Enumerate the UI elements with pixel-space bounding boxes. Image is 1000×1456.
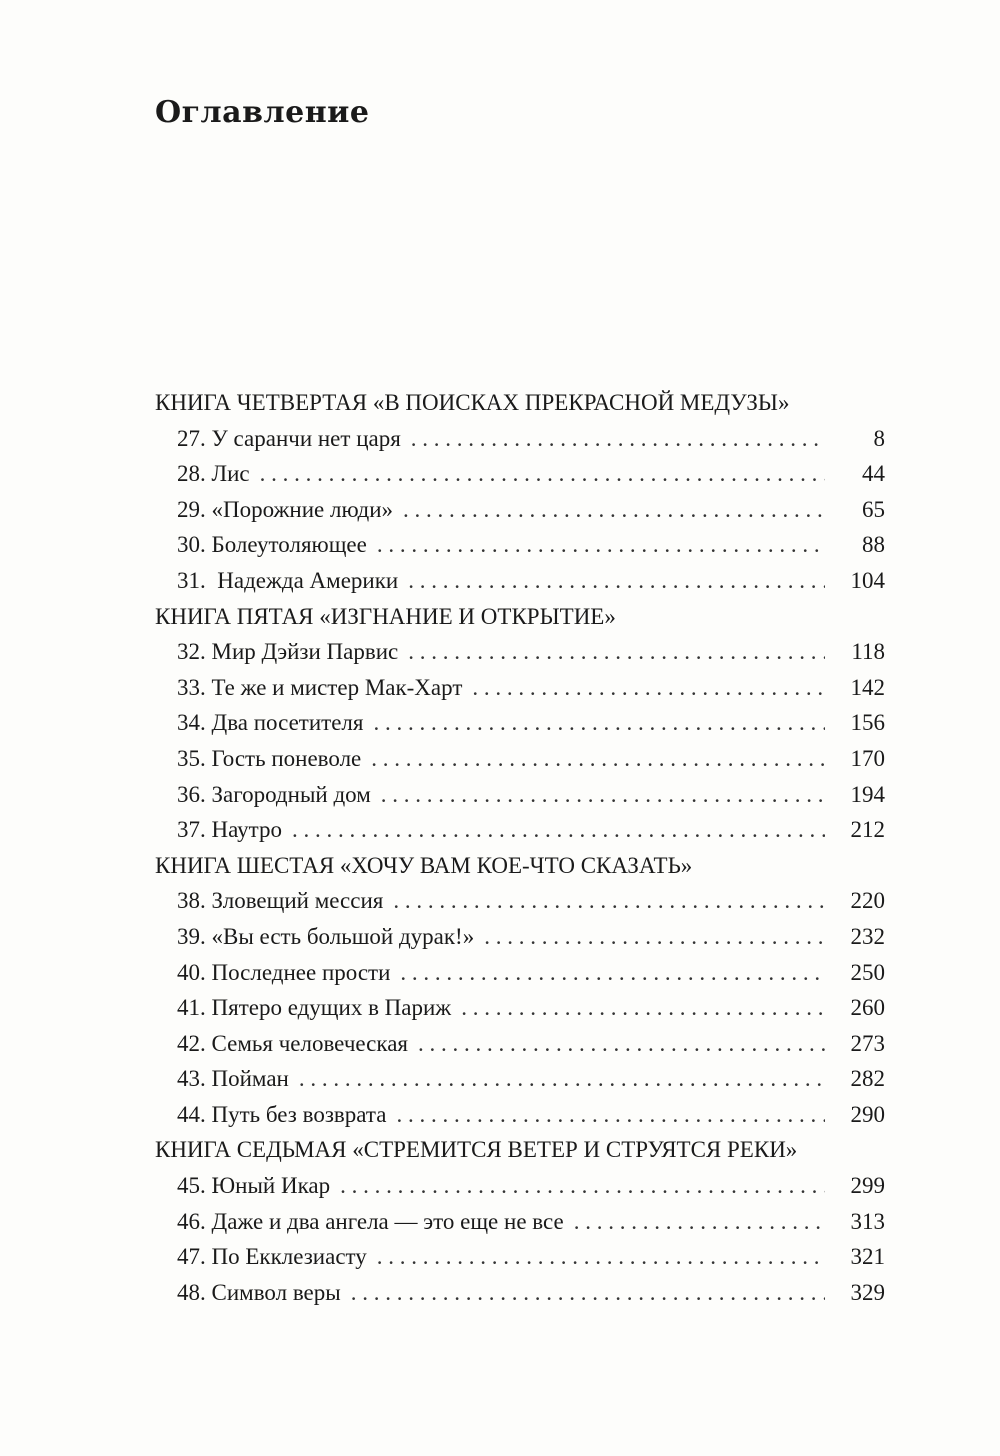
toc-entry <box>155 1168 885 1204</box>
chapter-number: 35. <box>177 745 206 771</box>
page-number: 44 <box>862 461 885 487</box>
dot-leader <box>403 492 825 528</box>
chapter-number: 42. <box>177 1030 206 1056</box>
chapter-number: 40. <box>177 959 206 985</box>
toc-entry <box>155 919 885 955</box>
toc-entry <box>155 1275 885 1311</box>
page-number: 329 <box>850 1279 885 1305</box>
toc-entry <box>155 1097 885 1133</box>
dot-leader <box>408 563 825 599</box>
dot-leader <box>461 990 825 1026</box>
chapter-title: «Вы есть большой дурак!» <box>211 923 475 949</box>
page-number: 170 <box>850 745 885 771</box>
dot-leader <box>418 1026 825 1062</box>
toc-entry <box>155 456 885 492</box>
chapter-number: 32. <box>177 639 206 665</box>
toc-entry <box>155 492 885 528</box>
dot-leader <box>292 812 825 848</box>
chapter-title: Символ веры <box>211 1279 341 1305</box>
chapter-number: 45. <box>177 1173 206 1199</box>
chapter-title: Надежда Америки <box>211 567 399 593</box>
page-number: 8 <box>873 425 885 451</box>
toc-section-heading: КНИГА ШЕСТАЯ «ХОЧУ ВАМ КОЕ-ЧТО СКАЗАТЬ» <box>155 852 693 878</box>
chapter-number: 44. <box>177 1101 206 1127</box>
chapter-title: Два посетителя <box>211 710 364 736</box>
chapter-title: Последнее прости <box>211 959 391 985</box>
chapter-title: По Екклезиасту <box>211 1244 367 1270</box>
chapter-number: 28. <box>177 461 206 487</box>
dot-leader <box>373 705 825 741</box>
page-number: 142 <box>850 674 885 700</box>
chapter-title: Зловещий мессия <box>211 888 384 914</box>
page-number: 104 <box>850 567 885 593</box>
chapter-title: Мир Дэйзи Парвис <box>211 639 399 665</box>
chapter-title: Гость поневоле <box>211 745 362 771</box>
dot-leader <box>377 1239 825 1275</box>
page-number: 65 <box>862 496 885 522</box>
chapter-number: 33. <box>177 674 206 700</box>
chapter-title: Лис <box>211 461 250 487</box>
toc-entry <box>155 1204 885 1240</box>
chapter-number: 27. <box>177 425 206 451</box>
dot-leader <box>377 527 825 563</box>
page-number: 250 <box>850 959 885 985</box>
chapter-number: 37. <box>177 817 206 843</box>
toc-entry <box>155 421 885 457</box>
chapter-number: 41. <box>177 995 206 1021</box>
chapter-title: Путь без возврата <box>211 1101 387 1127</box>
chapter-title: Наутро <box>211 817 282 843</box>
page-number: 282 <box>850 1066 885 1092</box>
chapter-number: 39. <box>177 923 206 949</box>
toc-entry <box>155 990 885 1026</box>
toc-entry <box>155 812 885 848</box>
dot-leader <box>396 1097 825 1133</box>
page-number: 212 <box>850 817 885 843</box>
toc-entry <box>155 883 885 919</box>
page-number: 299 <box>850 1173 885 1199</box>
chapter-number: 29. <box>177 496 206 522</box>
table-of-contents <box>155 385 885 1310</box>
chapter-title: У саранчи нет царя <box>211 425 401 451</box>
chapter-number: 30. <box>177 532 206 558</box>
dot-leader <box>400 955 825 991</box>
chapter-title: Те же и мистер Мак-Харт <box>211 674 463 700</box>
dot-leader <box>472 670 825 706</box>
page-number: 273 <box>850 1030 885 1056</box>
toc-section-heading: КНИГА СЕДЬМАЯ «СТРЕМИТСЯ ВЕТЕР И СТРУЯТСЯ РЕКИ» <box>155 1137 798 1163</box>
dot-leader <box>371 741 825 777</box>
chapter-title: Пойман <box>211 1066 289 1092</box>
toc-section-heading: КНИГА ПЯТАЯ «ИЗГНАНИЕ И ОТКРЫТИЕ» <box>155 603 616 629</box>
page-number: 313 <box>850 1208 885 1234</box>
toc-entry <box>155 1061 885 1097</box>
dot-leader <box>393 883 825 919</box>
page-number: 194 <box>850 781 885 807</box>
chapter-number: 46. <box>177 1208 206 1234</box>
chapter-number: 34. <box>177 710 206 736</box>
page-number: 88 <box>862 532 885 558</box>
toc-entry <box>155 955 885 991</box>
toc-entry <box>155 563 885 599</box>
chapter-title: Юный Икар <box>211 1173 331 1199</box>
dot-leader <box>351 1275 825 1311</box>
dot-leader <box>484 919 825 955</box>
chapter-title: Семья человеческая <box>211 1030 408 1056</box>
chapter-number: 31. <box>177 567 206 593</box>
toc-entry <box>155 1026 885 1062</box>
chapter-title: Загородный дом <box>211 781 371 807</box>
toc-entry <box>155 741 885 777</box>
chapter-title: Болеутоляющее <box>211 532 367 558</box>
chapter-number: 43. <box>177 1066 206 1092</box>
page-number: 118 <box>851 639 885 665</box>
dot-leader <box>299 1061 825 1097</box>
page-title: Оглавление <box>155 95 370 130</box>
page-number: 220 <box>850 888 885 914</box>
toc-entry <box>155 1239 885 1275</box>
toc-entry <box>155 705 885 741</box>
chapter-title: Пятеро едущих в Париж <box>211 995 452 1021</box>
toc-entry <box>155 777 885 813</box>
page-number: 321 <box>850 1244 885 1270</box>
chapter-number: 38. <box>177 888 206 914</box>
dot-leader <box>411 421 825 457</box>
page-number: 156 <box>850 710 885 736</box>
page-number: 290 <box>850 1101 885 1127</box>
dot-leader <box>381 777 825 813</box>
page-number: 232 <box>850 923 885 949</box>
chapter-title: Даже и два ангела — это еще не все <box>211 1208 564 1234</box>
chapter-number: 36. <box>177 781 206 807</box>
page-number: 260 <box>850 995 885 1021</box>
toc-section-heading: КНИГА ЧЕТВЕРТАЯ «В ПОИСКАХ ПРЕКРАСНОЙ МЕДУЗЫ» <box>155 390 790 415</box>
chapter-title: «Порожние люди» <box>211 496 394 522</box>
dot-leader <box>260 456 825 492</box>
chapter-number: 47. <box>177 1244 206 1270</box>
toc-entry <box>155 634 885 670</box>
dot-leader <box>408 634 825 670</box>
dot-leader <box>574 1204 825 1240</box>
dot-leader <box>340 1168 825 1204</box>
toc-entry <box>155 670 885 706</box>
chapter-number: 48. <box>177 1279 206 1305</box>
toc-entry <box>155 527 885 563</box>
